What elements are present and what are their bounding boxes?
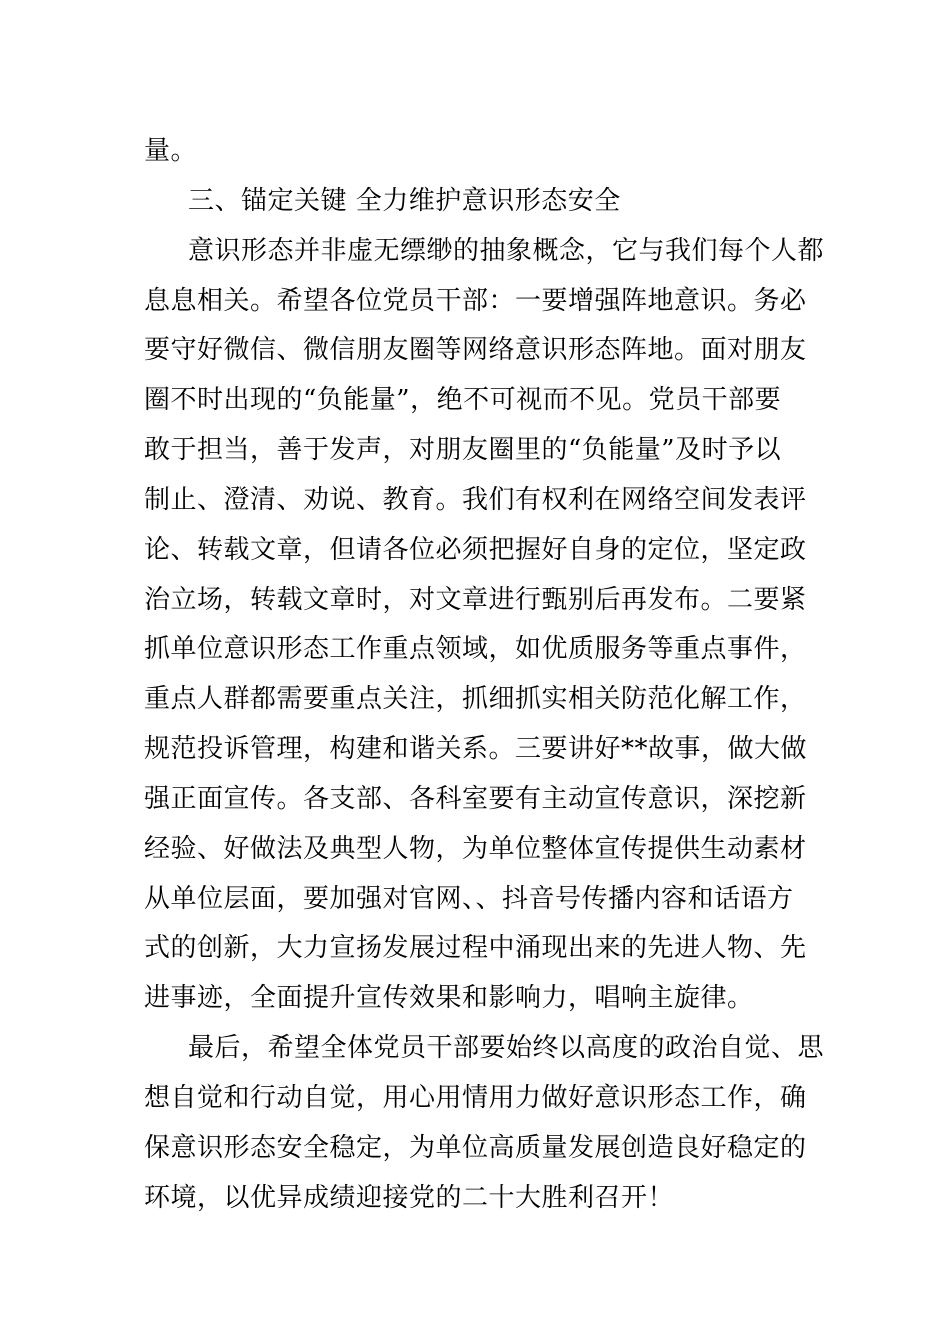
text-line: 圈不时出现的“负能量”，绝不可视而不见。党员干部要: [144, 385, 782, 415]
text-line: 环境，以优异成绩迎接党的二十大胜利召开！: [144, 1183, 675, 1213]
text-line: 量。: [144, 136, 198, 166]
text-line: 进事迹，全面提升宣传效果和影响力，唱响主旋律。: [144, 983, 754, 1013]
text-line: 息息相关。希望各位党员干部：一要增强阵地意识。务必: [144, 286, 807, 316]
text-line: 强正面宣传。各支部、各科室要有主动宣传意识，深挖新: [144, 784, 807, 814]
section-heading: 三、锚定关键 全力维护意识形态安全: [188, 186, 621, 216]
text-line: 抓单位意识形态工作重点领域，如优质服务等重点事件，: [144, 634, 807, 664]
text-line: 制止、澄清、劝说、教育。我们有权利在网络空间发表评: [144, 485, 807, 515]
text-line: 规范投诉管理，构建和谐关系。三要讲好**故事，做大做: [144, 734, 808, 764]
text-line: 意识形态并非虚无缥缈的抽象概念，它与我们每个人都: [188, 236, 825, 266]
text-line: 想自觉和行动自觉，用心用情用力做好意识形态工作，确: [144, 1083, 807, 1113]
text-line: 从单位层面，要加强对官网、、抖音号传播内容和话语方: [144, 884, 794, 914]
text-line: 要守好微信、微信朋友圈等网络意识形态阵地。面对朋友: [144, 335, 807, 365]
text-line: 保意识形态安全稳定，为单位高质量发展创造良好稳定的: [144, 1133, 807, 1163]
text-line: 重点人群都需要重点关注，抓细抓实相关防范化解工作，: [144, 684, 807, 714]
text-line: 最后，希望全体党员干部要始终以高度的政治自觉、思: [188, 1033, 825, 1063]
text-line: 式的创新，大力宣扬发展过程中涌现出来的先进人物、先: [144, 933, 807, 963]
text-line: 敢于担当，善于发声，对朋友圈里的“负能量”及时予以: [144, 435, 782, 465]
text-line: 论、转载文章，但请各位必须把握好自身的定位，坚定政: [144, 535, 807, 565]
text-line: 治立场，转载文章时，对文章进行甄别后再发布。二要紧: [144, 585, 807, 615]
text-line: 经验、好做法及典型人物，为单位整体宣传提供生动素材: [144, 834, 807, 864]
